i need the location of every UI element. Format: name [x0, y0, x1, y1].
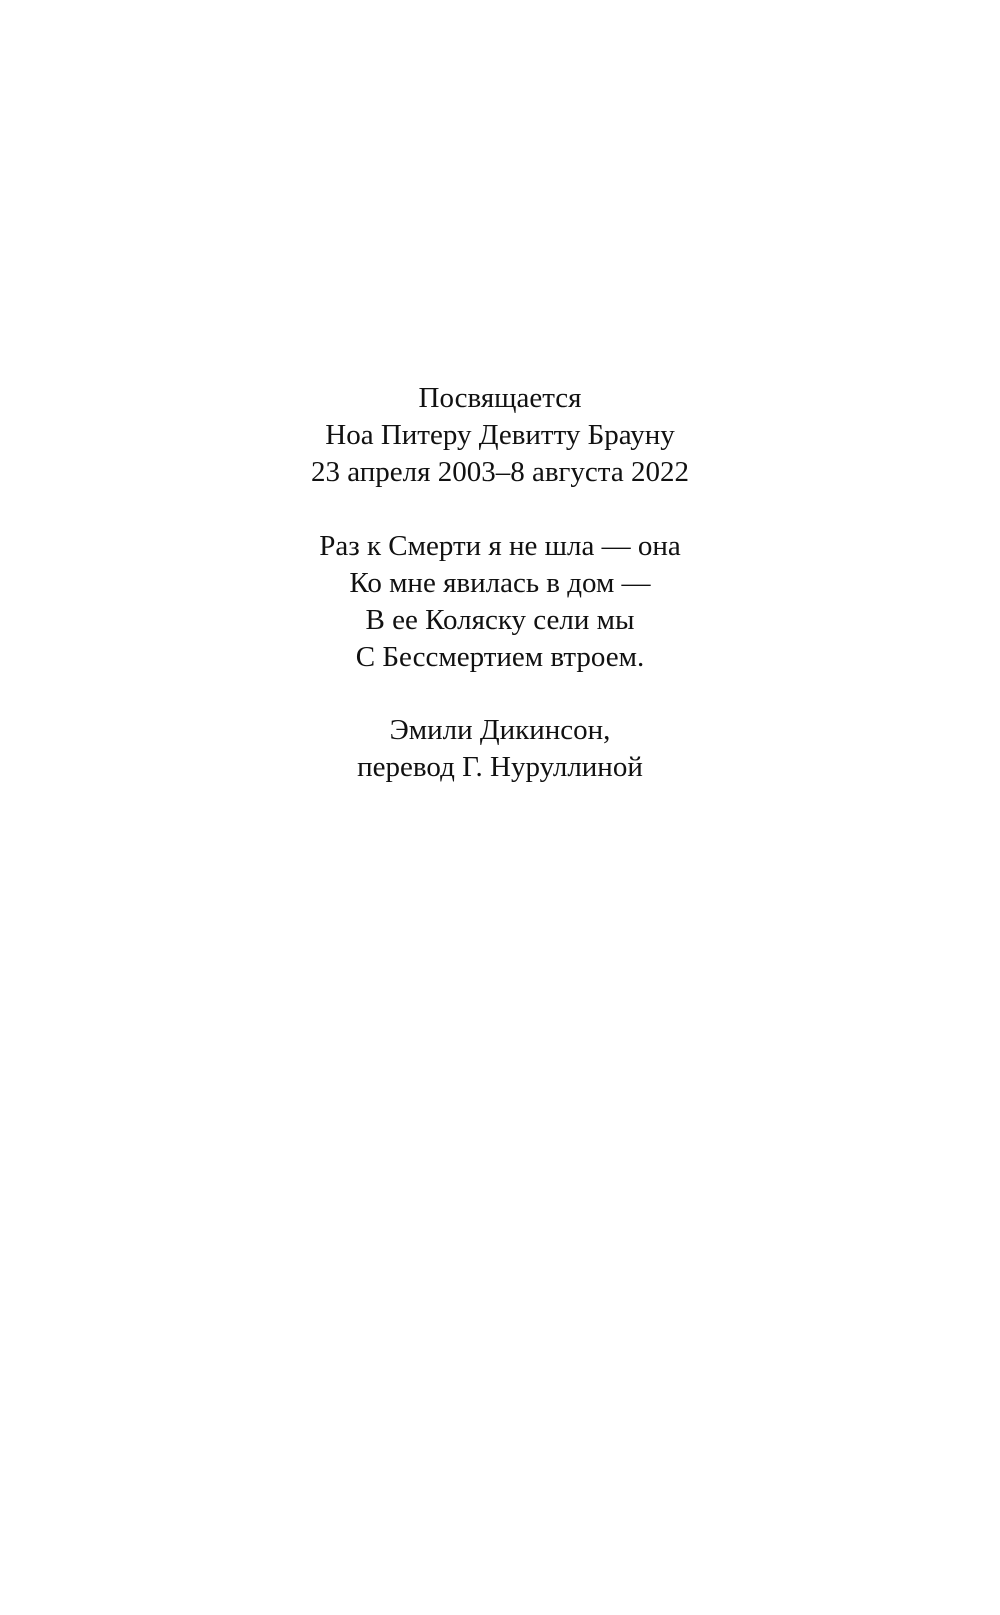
epigraph-attribution — [0, 712, 1000, 786]
poem-line: Ко мне явилась в дом — — [349, 567, 651, 599]
epigraph-poem — [0, 528, 1000, 676]
poem-translator: перевод Г. Нуруллиной — [357, 751, 643, 783]
poem-line: С Бессмертием втроем. — [355, 641, 645, 673]
dedication-block — [0, 380, 1000, 491]
dedication-dates: 23 апреля 2003–8 августа 2022 — [311, 456, 689, 488]
poem-line: Раз к Смерти я не шла — она — [319, 530, 681, 562]
dedication-heading: Посвящается — [418, 382, 582, 414]
poem-author: Эмили Дикинсон, — [389, 714, 611, 746]
poem-line: В ее Коляску сели мы — [365, 604, 635, 636]
dedication-name: Ноа Питеру Девитту Брауну — [325, 419, 675, 451]
